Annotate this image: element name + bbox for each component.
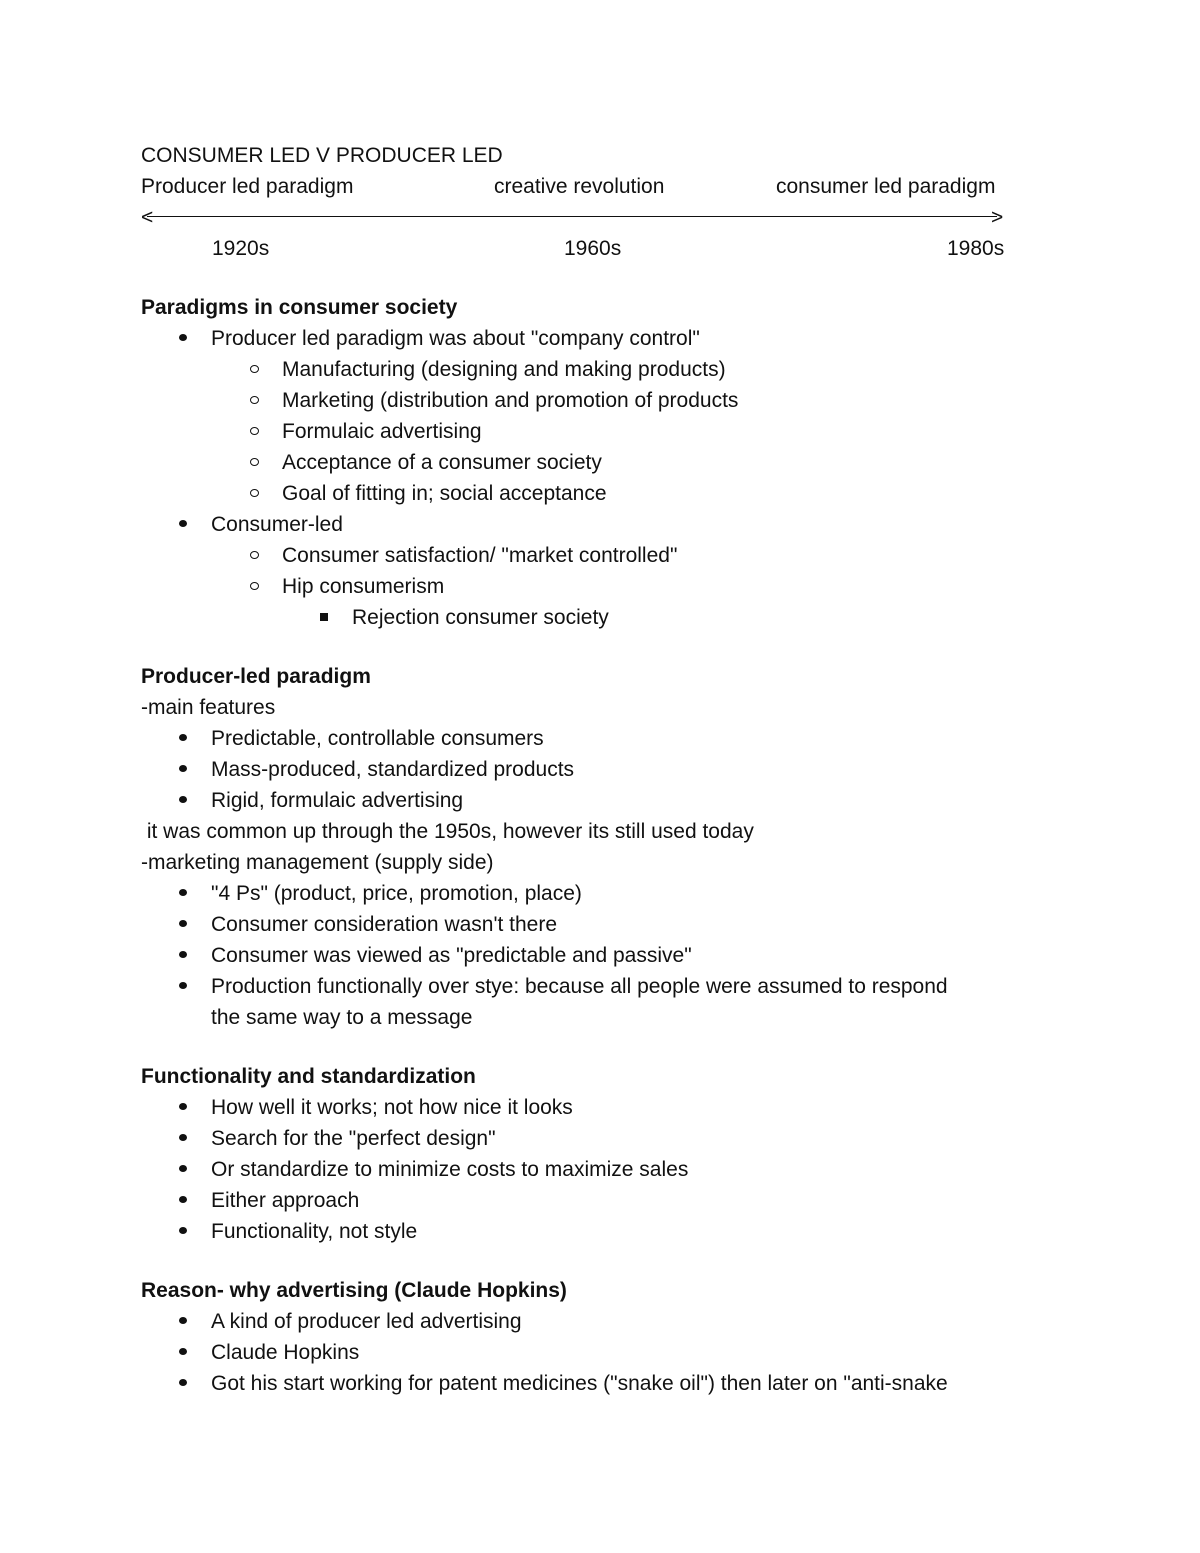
timeline-label-creative: creative revolution bbox=[494, 175, 665, 198]
page-title: CONSUMER LED V PRODUCER LED bbox=[141, 144, 503, 167]
list-item: "4 Ps" (product, price, promotion, place) bbox=[141, 878, 1051, 909]
bullet-circle-icon bbox=[250, 458, 259, 466]
timeline-year-1980s: 1980s bbox=[947, 237, 1005, 260]
bullet-dot-icon bbox=[179, 734, 187, 741]
arrow-shaft bbox=[147, 216, 997, 217]
bullet-dot-icon bbox=[179, 1196, 187, 1203]
list-item: Mass-produced, standardized products bbox=[141, 754, 1051, 785]
section-heading-paradigms: Paradigms in consumer society bbox=[141, 296, 458, 319]
document-content bbox=[141, 140, 1051, 1399]
functionality-list bbox=[141, 1092, 1051, 1247]
list-item: Marketing (distribution and promotion of products bbox=[141, 385, 1051, 416]
bullet-dot-icon bbox=[179, 1317, 187, 1324]
bullet-dot-icon bbox=[179, 1103, 187, 1110]
list-item: How well it works; not how nice it looks bbox=[141, 1092, 1051, 1123]
list-item: Claude Hopkins bbox=[141, 1337, 1051, 1368]
bullet-dot-icon bbox=[179, 520, 187, 527]
arrow-left-head: < bbox=[141, 206, 154, 229]
main-features-list bbox=[141, 723, 1051, 816]
paradigms-list bbox=[141, 323, 1051, 633]
bullet-dot-icon bbox=[179, 1227, 187, 1234]
bullet-square-icon bbox=[320, 613, 328, 621]
list-item: Acceptance of a consumer society bbox=[141, 447, 1051, 478]
timeline-label-producer: Producer led paradigm bbox=[141, 175, 354, 198]
note-main-features: -main features bbox=[141, 696, 276, 719]
list-item: Predictable, controllable consumers bbox=[141, 723, 1051, 754]
list-item: A kind of producer led advertising bbox=[141, 1306, 1051, 1337]
note-common-until-1950s: it was common up through the 1950s, however its still used today bbox=[141, 820, 754, 843]
bullet-dot-icon bbox=[179, 982, 187, 989]
bullet-circle-icon bbox=[250, 396, 259, 404]
bullet-dot-icon bbox=[179, 1134, 187, 1141]
list-item: Rigid, formulaic advertising bbox=[141, 785, 1051, 816]
list-item: Consumer-led bbox=[141, 509, 1051, 540]
bullet-dot-icon bbox=[179, 1165, 187, 1172]
list-item: Search for the "perfect design" bbox=[141, 1123, 1051, 1154]
list-item: Manufacturing (designing and making products) bbox=[141, 354, 1051, 385]
list-item: Formulaic advertising bbox=[141, 416, 1051, 447]
timeline-label-consumer: consumer led paradigm bbox=[776, 175, 996, 198]
arrow-right-head: > bbox=[991, 206, 1004, 229]
list-item: Functionality, not style bbox=[141, 1216, 1051, 1247]
bullet-circle-icon bbox=[250, 551, 259, 559]
note-marketing-management: -marketing management (supply side) bbox=[141, 851, 494, 874]
bullet-dot-icon bbox=[179, 920, 187, 927]
bullet-circle-icon bbox=[250, 427, 259, 435]
bullet-dot-icon bbox=[179, 796, 187, 803]
list-item: Production functionally over stye: because all people were assumed to respond the same way to a message bbox=[141, 971, 1051, 1033]
section-heading-producer-led: Producer-led paradigm bbox=[141, 665, 371, 688]
bullet-circle-icon bbox=[250, 582, 259, 590]
list-item: Consumer consideration wasn't there bbox=[141, 909, 1051, 940]
bullet-dot-icon bbox=[179, 765, 187, 772]
marketing-management-list bbox=[141, 878, 1051, 1033]
bullet-dot-icon bbox=[179, 1348, 187, 1355]
list-item: Or standardize to minimize costs to maximize sales bbox=[141, 1154, 1051, 1185]
bullet-dot-icon bbox=[179, 951, 187, 958]
list-item: Hip consumerism bbox=[141, 571, 1051, 602]
timeline-years bbox=[141, 233, 1051, 264]
list-item: Consumer satisfaction/ "market controlled" bbox=[141, 540, 1051, 571]
bullet-circle-icon bbox=[250, 365, 259, 373]
section-heading-functionality: Functionality and standardization bbox=[141, 1065, 476, 1088]
bullet-dot-icon bbox=[179, 1379, 187, 1386]
list-item: Rejection consumer society bbox=[141, 602, 1051, 633]
bullet-dot-icon bbox=[179, 334, 187, 341]
section-heading-reason-why: Reason- why advertising (Claude Hopkins) bbox=[141, 1279, 567, 1302]
reason-why-list bbox=[141, 1306, 1051, 1399]
bullet-dot-icon bbox=[179, 889, 187, 896]
list-item: Either approach bbox=[141, 1185, 1051, 1216]
bullet-circle-icon bbox=[250, 489, 259, 497]
list-item: Consumer was viewed as "predictable and passive" bbox=[141, 940, 1051, 971]
timeline-year-1920s: 1920s bbox=[212, 237, 270, 260]
timeline-arrow bbox=[141, 202, 1051, 233]
list-item: Producer led paradigm was about "company control" bbox=[141, 323, 1051, 354]
list-item: Goal of fitting in; social acceptance bbox=[141, 478, 1051, 509]
list-item: Got his start working for patent medicines ("snake oil") then later on "anti-snake bbox=[141, 1368, 1051, 1399]
timeline-labels bbox=[141, 171, 1051, 202]
timeline-year-1960s: 1960s bbox=[564, 237, 622, 260]
